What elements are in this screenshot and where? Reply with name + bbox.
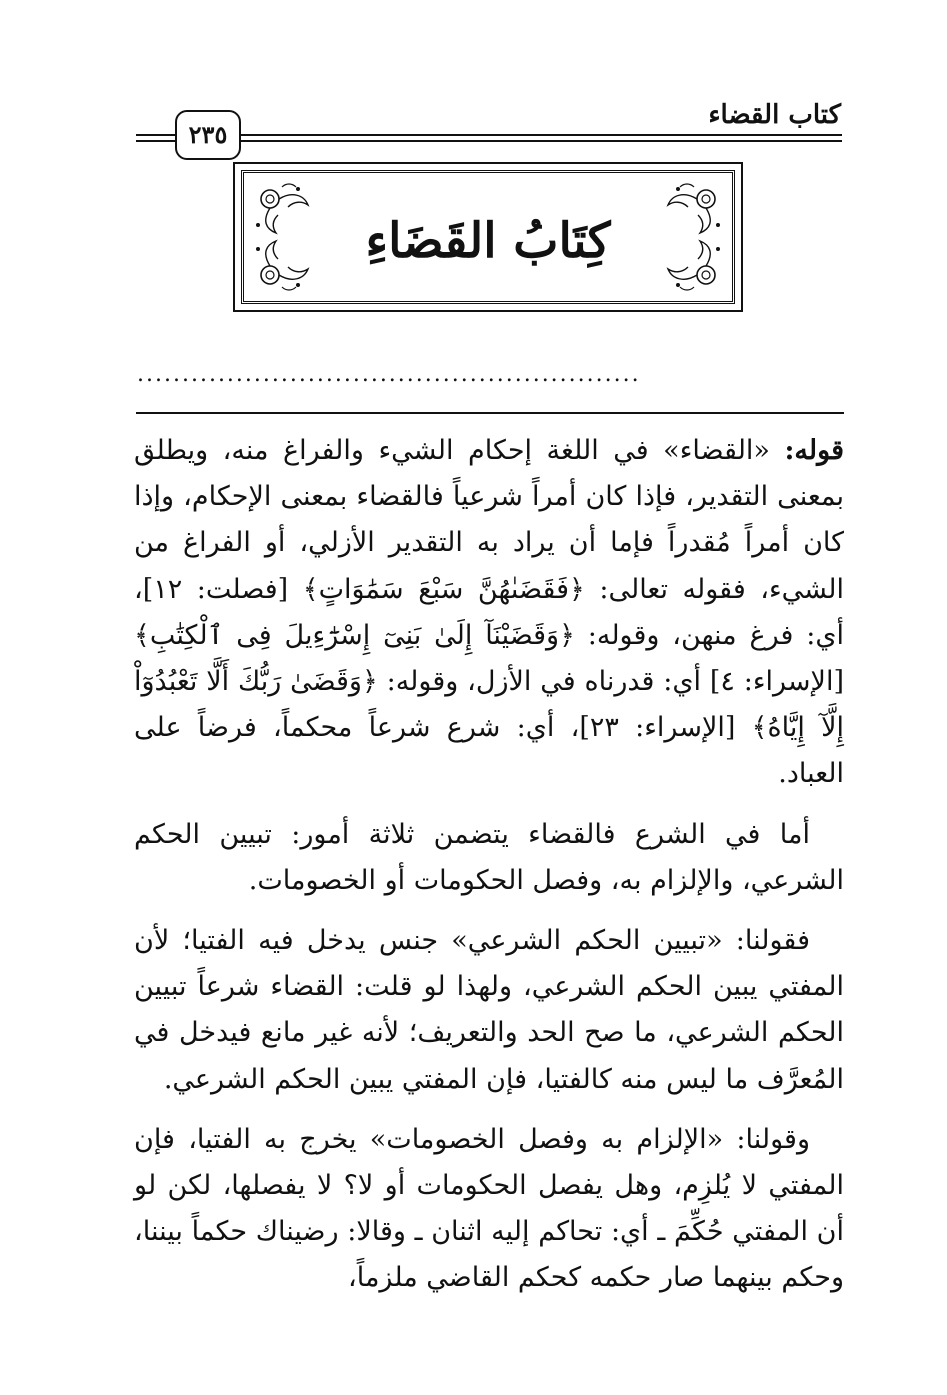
header-rule	[236, 134, 842, 136]
paragraph-text: وقولنا: «الإلزام به وفصل الخصومات» يخرج به الفتيا، فإن المفتي لا يُلزِم، وهل يفصل الحكومات أو لا؟ لا يفصلها، لكن لو أن المفتي حُكِّمَ ـ أي: تحاكم إليه اثنان ـ وقالا: رضيناك حكماً بيننا، وحكم بينهما صار حكمه كحكم القاضي ملزماً،	[134, 1123, 844, 1294]
chapter-title: كِتَابُ القَضَاءِ	[365, 213, 611, 269]
body-text	[134, 428, 844, 1316]
paragraph	[134, 918, 844, 1103]
paragraph	[134, 812, 844, 904]
paragraph	[134, 1117, 844, 1302]
dotted-line: ........................................................	[137, 362, 641, 387]
header-rule	[236, 140, 842, 142]
chapter-title-frame-inner	[241, 170, 735, 304]
paragraph-lead-word: قوله:	[784, 435, 844, 466]
running-header-title: كتاب القضاء	[708, 100, 841, 130]
paragraph-text: فقولنا: «تبيين الحكم الشرعي» جنس يدخل فيه الفتيا؛ لأن المفتي يبين الحكم الشرعي، ولهذا لو قلت: القضاء شرعاً تبيين الحكم الشرعي، ما صح الحد والتعريف؛ لأنه غير مانع فيدخل في المُعرَّف ما ليس منه كالفتيا، فإن المفتي يبين الحكم الشرعي.	[134, 925, 844, 1095]
page-number: ٢٣٥	[175, 110, 241, 160]
paragraph	[134, 428, 844, 798]
section-separator	[136, 412, 844, 414]
chapter-title-frame	[233, 162, 743, 312]
paragraph-text: أما في الشرع فالقضاء يتضمن ثلاثة أمور: تبيين الحكم الشرعي، والإلزام به، وفصل الحكومات أو الخصومات.	[134, 818, 844, 896]
paragraph-text: «القضاء» في اللغة إحكام الشيء والفراغ منه، ويطلق بمعنى التقدير، فإذا كان أمراً شرعياً فالقضاء بمعنى الإحكام، وإذا كان أمراً مُقدراً فإما أن يراد به التقدير الأزلي، أو الفراغ من الشيء، فقوله تعالى: ﴿فَقَضَىٰهُنَّ سَبْعَ سَمَٰوَاتٍ﴾ [فصلت: ١٢]، أي: فرغ منهن، وقوله: ﴿وَقَضَيْنَآ إِلَىٰ بَنِىٓ إِسْرَٰٓءِيلَ فِى ٱلْكِتَٰبِ﴾ [الإسراء: ٤] أي: قدرناه في الأزل، وقوله: ﴿وَقَضَىٰ رَبُّكَ أَلَّا تَعْبُدُوٓاْ إِلَّآ إِيَّاهُ﴾ [الإسراء: ٢٣]، أي: شرع شرعاً محكماً، فرضاً على العباد.	[134, 435, 844, 790]
